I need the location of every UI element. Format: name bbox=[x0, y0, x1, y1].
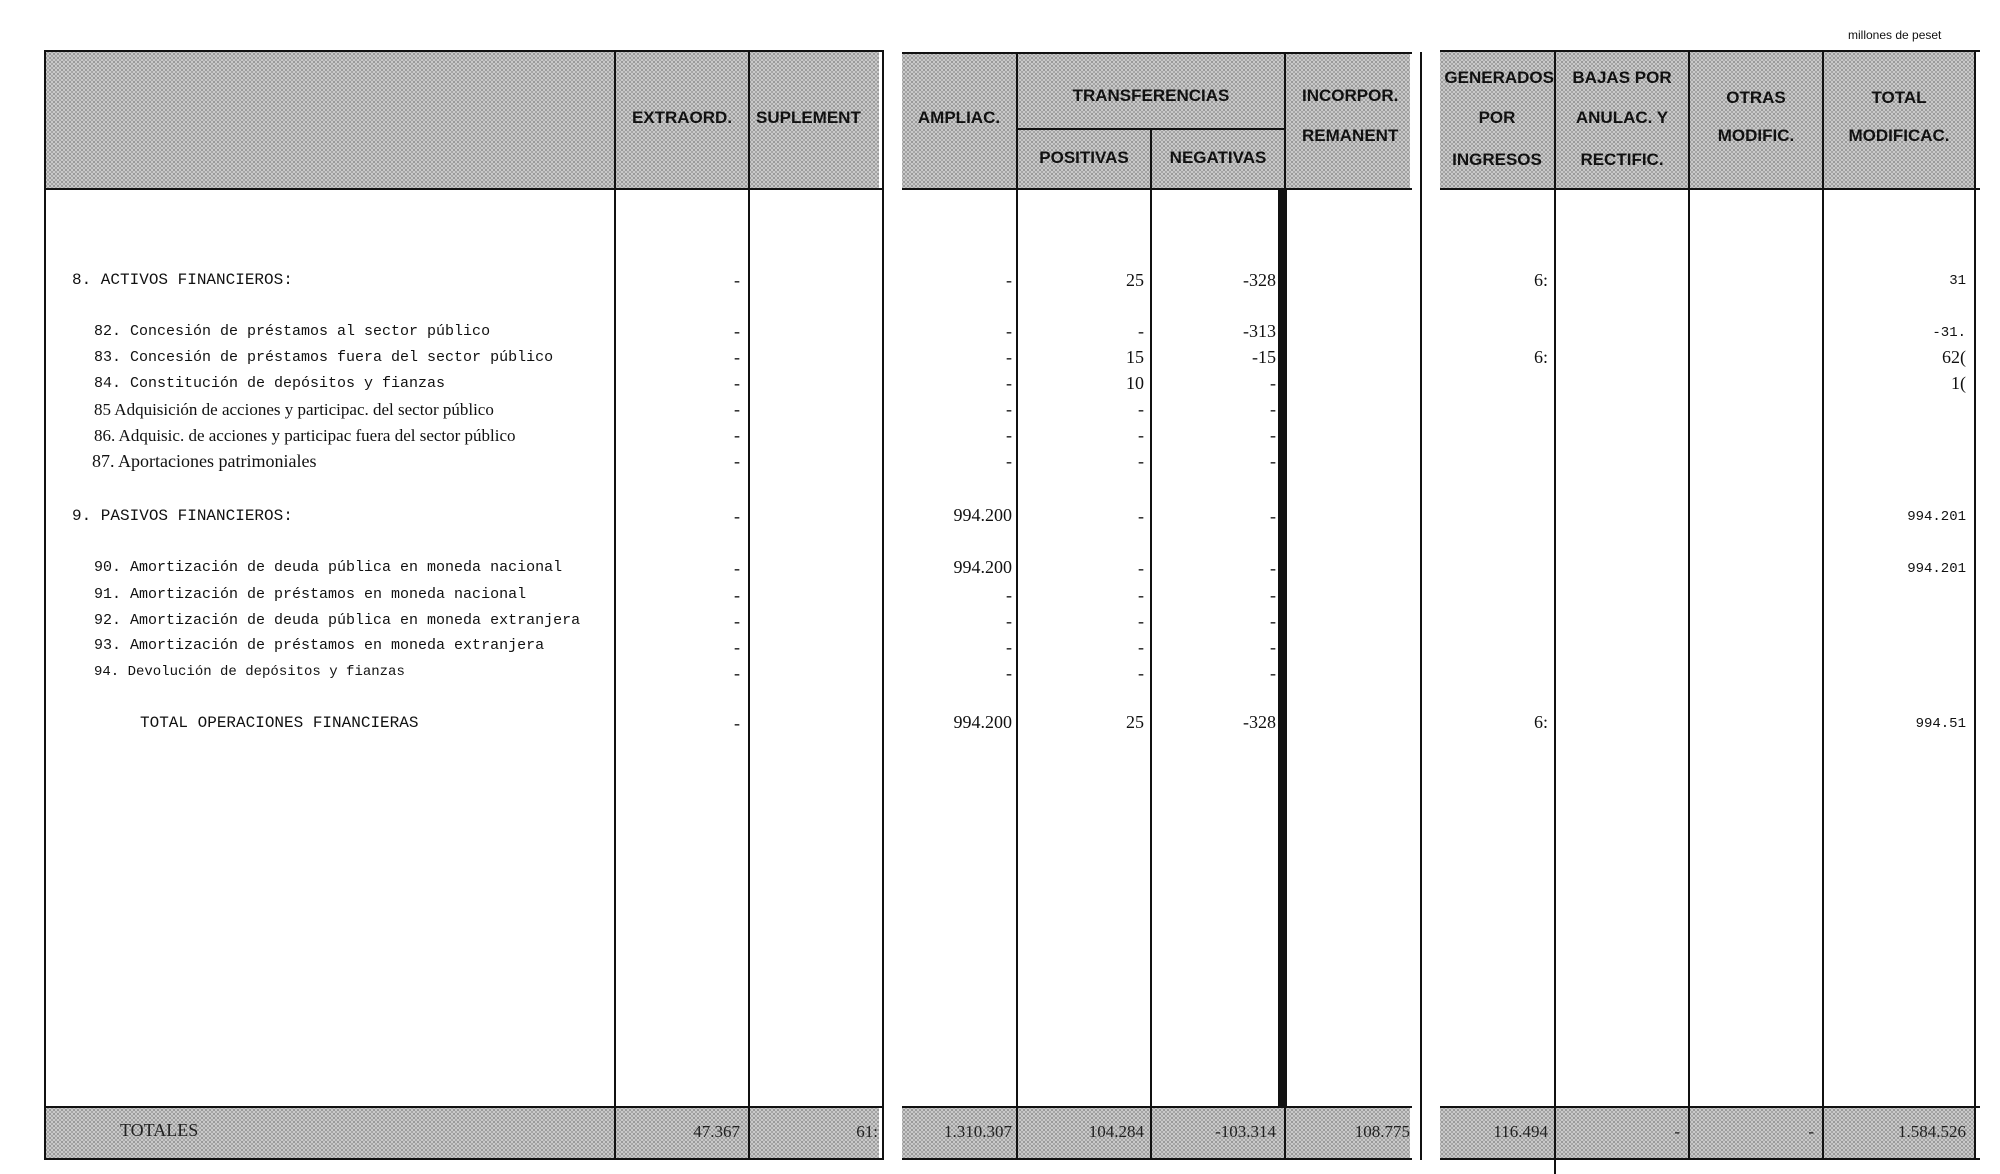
totals-otras: - bbox=[1808, 1122, 1814, 1141]
header-generados-line1: GENERADOS bbox=[1444, 68, 1554, 87]
cell-ampliac: - bbox=[1006, 399, 1012, 419]
col-rule-otras bbox=[1822, 50, 1824, 1160]
cell-ampliac: 994.200 bbox=[953, 505, 1012, 525]
header-otras-line2: MODIFIC. bbox=[1717, 126, 1795, 145]
totals-bajas: - bbox=[1674, 1122, 1680, 1141]
header-total-line1: TOTAL bbox=[1871, 88, 1927, 107]
totals-extraord: 47.367 bbox=[693, 1122, 740, 1141]
cell-positivas: - bbox=[1138, 663, 1144, 683]
cell-negativas: - bbox=[1270, 451, 1276, 471]
cell-positivas: 15 bbox=[1126, 347, 1144, 367]
col-rule-generados bbox=[1554, 50, 1556, 1174]
totals-generados: 116.494 bbox=[1493, 1122, 1548, 1141]
header-bottom-rule-middle bbox=[902, 188, 1412, 190]
cell-negativas: -328 bbox=[1243, 712, 1276, 732]
cell-negativas: - bbox=[1270, 637, 1276, 657]
cell-extraord: - bbox=[734, 611, 740, 631]
bottom-rule-right bbox=[1440, 1158, 1980, 1160]
row-label-92: 92. Amortización de deuda pública en moneda extranjera bbox=[94, 612, 581, 629]
row-label-84: 84. Constitución de depósitos y fianzas bbox=[94, 375, 446, 392]
totals-incorpor: 108.775 bbox=[1354, 1122, 1410, 1141]
row-label-93: 93. Amortización de préstamos en moneda extranjera bbox=[94, 637, 545, 654]
cell-extraord: - bbox=[734, 451, 740, 471]
cell-ampliac: - bbox=[1006, 585, 1012, 605]
cell-positivas: 25 bbox=[1126, 270, 1144, 290]
cell-generados: 6: bbox=[1533, 270, 1548, 290]
header-positivas: POSITIVAS bbox=[1039, 148, 1129, 167]
header-suplement: SUPLEMENT bbox=[756, 108, 861, 127]
bottom-rule-left bbox=[44, 1158, 884, 1160]
row-label-pasivos-financieros: 9. PASIVOS FINANCIEROS: bbox=[72, 507, 293, 525]
cell-extraord: - bbox=[734, 585, 740, 605]
cell-positivas: - bbox=[1138, 611, 1144, 631]
cell-extraord: - bbox=[734, 347, 740, 367]
top-rule-right bbox=[1440, 50, 1980, 52]
header-bottom-rule-left bbox=[44, 188, 884, 190]
units-note: millones de peset bbox=[1848, 28, 1942, 42]
row-label-total-operaciones: TOTAL OPERACIONES FINANCIERAS bbox=[140, 714, 419, 732]
totals-top-rule-right bbox=[1440, 1106, 1980, 1108]
cell-negativas: - bbox=[1270, 506, 1276, 526]
totals-top-rule-middle bbox=[902, 1106, 1412, 1108]
header-extraord: EXTRAORD. bbox=[631, 108, 733, 127]
header-generados-line2: POR bbox=[1478, 108, 1516, 127]
header-bajas-line1: BAJAS POR bbox=[1572, 68, 1672, 87]
cell-negativas: - bbox=[1270, 585, 1276, 605]
cell-negativas: -313 bbox=[1243, 321, 1276, 341]
header-bajas-line2: ANULAC. Y bbox=[1575, 108, 1669, 127]
totals-label: TOTALES bbox=[120, 1120, 199, 1140]
cell-ampliac: - bbox=[1006, 451, 1012, 471]
header-incorpor-line1: INCORPOR. bbox=[1302, 86, 1399, 105]
row-label-83: 83. Concesión de préstamos fuera del sector público bbox=[94, 349, 554, 366]
cell-generados: 6: bbox=[1533, 347, 1548, 367]
cell-total: 994.201 bbox=[1907, 561, 1966, 577]
cell-generados: 6: bbox=[1533, 712, 1548, 732]
header-total-line2: MODIFICAC. bbox=[1848, 126, 1950, 145]
col-rule-bajas bbox=[1688, 50, 1690, 1160]
cell-ampliac: - bbox=[1006, 425, 1012, 445]
cell-positivas: - bbox=[1138, 585, 1144, 605]
header-otras-line1: OTRAS bbox=[1726, 88, 1786, 107]
cell-ampliac: 994.200 bbox=[953, 557, 1012, 577]
cell-extraord: - bbox=[734, 425, 740, 445]
cell-positivas: - bbox=[1138, 506, 1144, 526]
row-label-activos-financieros: 8. ACTIVOS FINANCIEROS: bbox=[72, 271, 293, 289]
cell-extraord: - bbox=[734, 399, 740, 419]
cell-ampliac: - bbox=[1006, 611, 1012, 631]
cell-ampliac: - bbox=[1006, 347, 1012, 367]
cell-extraord: - bbox=[734, 373, 740, 393]
header-bottom-rule-right bbox=[1440, 188, 1980, 190]
col-rule-ampliac bbox=[1016, 52, 1018, 1160]
cell-total: 994.201 bbox=[1907, 509, 1966, 525]
row-label-86: 86. Adquisic. de acciones y participac fuera del sector público bbox=[94, 426, 516, 445]
col-rule-right bbox=[1974, 50, 1976, 1160]
col-rule-end-middle bbox=[1420, 52, 1422, 1160]
cell-negativas: -15 bbox=[1252, 347, 1276, 367]
cell-positivas: 10 bbox=[1126, 373, 1144, 393]
cell-total: 994.51 bbox=[1915, 716, 1966, 732]
bottom-rule-middle bbox=[902, 1158, 1412, 1160]
totals-top-rule-left bbox=[44, 1106, 884, 1108]
cell-positivas: 25 bbox=[1126, 712, 1144, 732]
col-rule-end-left bbox=[882, 50, 884, 1160]
cell-positivas: - bbox=[1138, 425, 1144, 445]
cell-extraord: - bbox=[734, 558, 740, 578]
row-label-90: 90. Amortización de deuda pública en moneda nacional bbox=[94, 559, 563, 576]
totals-ampliac: 1.310.307 bbox=[944, 1122, 1012, 1141]
row-label-82: 82. Concesión de préstamos al sector público bbox=[94, 323, 491, 340]
cell-total: 1( bbox=[1951, 373, 1966, 393]
cell-positivas: - bbox=[1138, 558, 1144, 578]
cell-positivas: - bbox=[1138, 637, 1144, 657]
totals-suplement: 61: bbox=[856, 1122, 878, 1141]
cell-extraord: - bbox=[734, 637, 740, 657]
header-incorpor-line2: REMANENT bbox=[1302, 126, 1399, 145]
header-negativas: NEGATIVAS bbox=[1169, 148, 1267, 167]
cell-positivas: - bbox=[1138, 451, 1144, 471]
cell-extraord: - bbox=[734, 713, 740, 733]
header-bajas-line3: RECTIFIC. bbox=[1580, 150, 1664, 169]
cell-positivas: - bbox=[1138, 399, 1144, 419]
cell-total: 62( bbox=[1942, 347, 1966, 367]
top-rule-left bbox=[44, 50, 884, 52]
cell-ampliac: - bbox=[1006, 373, 1012, 393]
row-label-85: 85 Adquisición de acciones y participac. del sector público bbox=[94, 400, 494, 419]
cell-ampliac: - bbox=[1006, 663, 1012, 683]
cell-negativas: - bbox=[1270, 425, 1276, 445]
cell-positivas: - bbox=[1138, 321, 1144, 341]
totals-total: 1.584.526 bbox=[1898, 1122, 1966, 1141]
cell-negativas: - bbox=[1270, 663, 1276, 683]
top-rule-middle bbox=[902, 52, 1412, 54]
row-label-91: 91. Amortización de préstamos en moneda nacional bbox=[94, 586, 527, 603]
cell-negativas: - bbox=[1270, 399, 1276, 419]
cell-total: 31 bbox=[1949, 273, 1966, 289]
cell-extraord: - bbox=[734, 663, 740, 683]
cell-extraord: - bbox=[734, 506, 740, 526]
row-label-94: 94. Devolución de depósitos y fianzas bbox=[94, 664, 405, 680]
header-transferencias: TRANSFERENCIAS bbox=[1072, 86, 1230, 105]
cell-ampliac: - bbox=[1006, 270, 1012, 290]
cell-negativas: -328 bbox=[1243, 270, 1276, 290]
header-ampliac: AMPLIAC. bbox=[917, 108, 1001, 127]
header-generados-line3: INGRESOS bbox=[1452, 150, 1542, 169]
cell-total: -31. bbox=[1932, 325, 1966, 341]
cell-ampliac: - bbox=[1006, 637, 1012, 657]
col-rule-label bbox=[44, 50, 46, 1160]
row-label-87: 87. Aportaciones patrimoniales bbox=[92, 451, 317, 471]
col-rule-suplement bbox=[748, 50, 750, 1160]
cell-ampliac: 994.200 bbox=[953, 712, 1012, 732]
cell-negativas: - bbox=[1270, 558, 1276, 578]
totals-negativas: -103.314 bbox=[1215, 1122, 1276, 1141]
totals-positivas: 104.284 bbox=[1088, 1122, 1144, 1141]
cell-ampliac: - bbox=[1006, 321, 1012, 341]
cell-extraord: - bbox=[734, 270, 740, 290]
cell-extraord: - bbox=[734, 321, 740, 341]
cell-negativas: - bbox=[1270, 373, 1276, 393]
col-rule-negativas bbox=[1284, 52, 1286, 1160]
cell-negativas: - bbox=[1270, 611, 1276, 631]
